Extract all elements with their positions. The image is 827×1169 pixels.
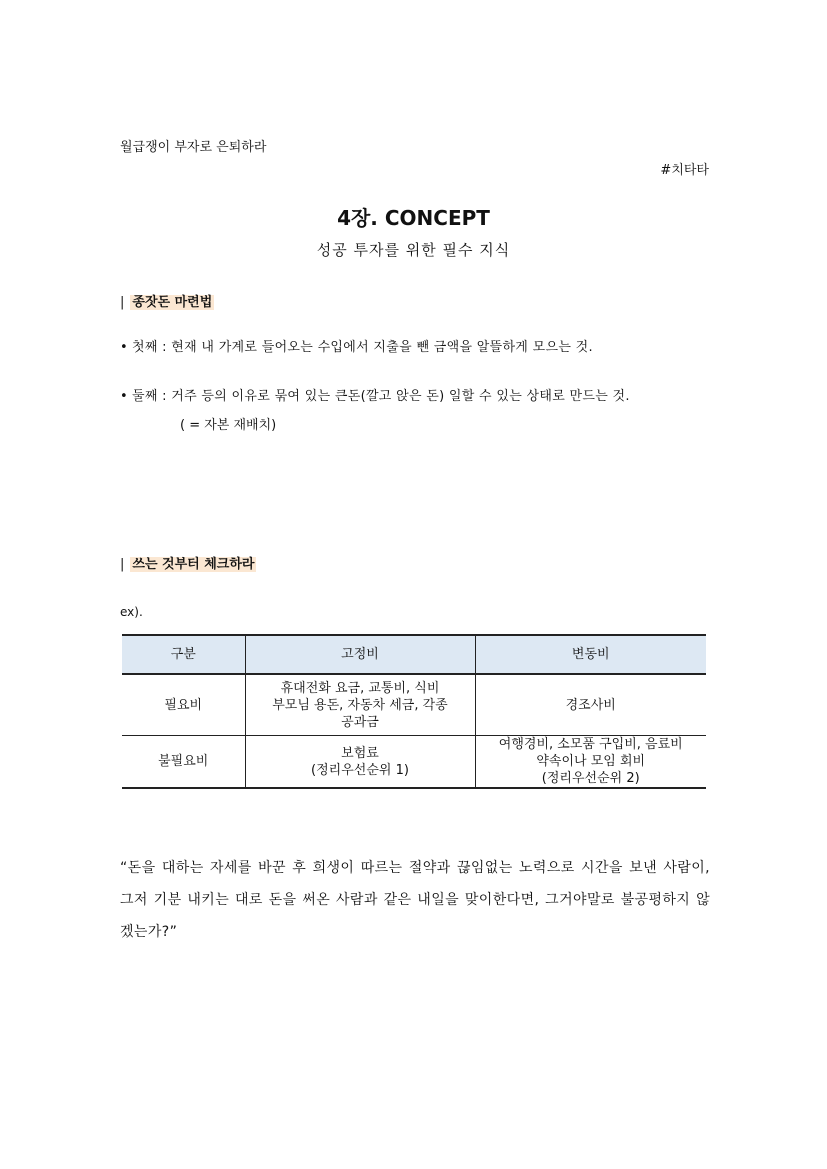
cell-line: 약속이나 모임 회비: [536, 754, 646, 769]
expense-table: [122, 634, 706, 789]
fixed-cost-cell: [245, 674, 475, 736]
variable-cost-cell: [475, 674, 706, 736]
author-tag: #치타타: [660, 163, 709, 178]
cell-line: 보험료: [341, 745, 379, 761]
closing-quote: “돈을 대하는 자세를 바꾼 후 희생이 따르는 절약과 끊임없는 노력으로 시간을 보낸 사람이, 그저 기분 내키는 대로 돈을 써온 사람과 같은 내일을 맞이한다면, 그거야말로 불공평하지 않겠는가?”: [120, 860, 710, 940]
bullet-item: [120, 385, 630, 404]
section-heading-check-spending: [120, 553, 256, 572]
section-heading-seed-money: [120, 291, 214, 310]
section-bar: |: [120, 295, 125, 310]
chapter-subtitle: 성공 투자를 위한 필수 지식: [316, 241, 511, 259]
variable-cost-cell: [475, 736, 706, 789]
table-header-row: [122, 635, 706, 674]
bullet-text: 둘째 : 거주 등의 이유로 묶여 있는 큰돈(깔고 앉은 돈) 일할 수 있는 상태로 만드는 것.: [132, 389, 630, 404]
row-label: 필요비: [122, 674, 245, 736]
bullet-item: [120, 336, 593, 355]
table-row: [122, 674, 706, 736]
cell-line: (정리우선순위 1): [311, 762, 409, 778]
section-bar: |: [120, 557, 125, 572]
table-header-cell: 고정비: [245, 635, 475, 674]
fixed-cost-cell: [245, 736, 475, 789]
section-heading-text: 종잣돈 마련법: [132, 295, 213, 310]
cell-line: 휴대전화 요금, 교통비, 식비: [280, 680, 440, 696]
cell-line: 여행경비, 소모품 구입비, 음료비: [498, 737, 683, 752]
bullet-dot-icon: •: [120, 340, 128, 355]
example-label: ex).: [120, 605, 143, 619]
cell-line: 경조사비: [565, 697, 616, 713]
table-row: [122, 736, 706, 789]
bullet-note: ( = 자본 재배치): [180, 418, 277, 433]
bullet-dot-icon: •: [120, 389, 128, 404]
cell-line: 부모님 용돈, 자동차 세금, 각종: [272, 697, 448, 713]
table-header-cell: 변동비: [475, 635, 706, 674]
table-header-cell: 구분: [122, 635, 245, 674]
section-heading-text: 쓰는 것부터 체크하라: [132, 557, 255, 572]
chapter-title: 4장. CONCEPT: [337, 206, 490, 230]
row-label: 불필요비: [122, 736, 245, 789]
document-header-title: 월급쟁이 부자로 은퇴하라: [120, 140, 267, 155]
bullet-text: 첫째 : 현재 내 가계로 들어오는 수입에서 지출을 뺀 금액을 알뜰하게 모으는 것.: [132, 340, 593, 355]
cell-line: 공과금: [341, 714, 379, 730]
cell-line: (정리우선순위 2): [541, 771, 640, 786]
